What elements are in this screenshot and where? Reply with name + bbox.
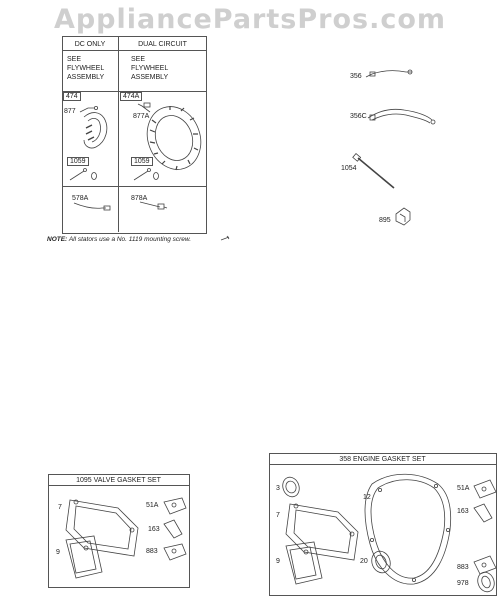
part-label-578a: 578A	[72, 195, 89, 202]
part-tag-474a: 474A	[120, 92, 142, 101]
stator-coil-877-drawing	[80, 106, 107, 148]
valve-gasket-163-drawing	[164, 520, 182, 538]
part-tag-1059-left: 1059	[67, 157, 89, 166]
part-label-356c: 356C	[350, 113, 367, 120]
valve-gasket-9-drawing	[66, 536, 102, 578]
col-dual-circuit-header: DUAL CIRCUIT	[138, 41, 187, 48]
note-label: NOTE:	[47, 236, 68, 243]
engine-part-label-978: 978	[457, 580, 469, 587]
valve-part-label-163: 163	[148, 526, 160, 533]
engine-part-label-883: 883	[457, 564, 469, 571]
engine-part-label-3: 3	[276, 485, 280, 492]
part-356c-drawing	[368, 109, 435, 124]
valve-gasket-51a-drawing	[164, 498, 186, 514]
valve-part-label-883: 883	[146, 548, 158, 555]
engine-gasket-set-title: 358 ENGINE GASKET SET	[339, 456, 426, 463]
engine-part-label-20: 20	[360, 558, 368, 565]
screws-1059-drawing	[70, 169, 159, 181]
part-895-drawing	[396, 208, 410, 225]
dual-circuit-see-flywheel: SEE FLYWHEEL ASSEMBLY	[131, 56, 169, 81]
part-label-895: 895	[379, 217, 391, 224]
part-1054-drawing	[353, 154, 394, 188]
valve-gasket-7-drawing	[66, 500, 138, 556]
wire-878a-drawing	[140, 202, 167, 209]
valve-part-label-9: 9	[56, 549, 60, 556]
part-tag-474: 474	[63, 92, 81, 101]
valve-part-label-51a: 51A	[146, 502, 159, 509]
part-label-877a: 877A	[133, 113, 150, 120]
wire-578a-drawing	[74, 203, 110, 210]
part-label-356: 356	[350, 73, 362, 80]
engine-gasket-7-drawing	[286, 504, 358, 560]
col-dc-only-header: DC ONLY	[74, 41, 106, 48]
part-tag-1059-right: 1059	[131, 157, 153, 166]
engine-gasket-51a-drawing	[474, 480, 496, 498]
engine-part-label-51a: 51A	[457, 485, 470, 492]
part-label-1054: 1054	[341, 165, 357, 172]
valve-part-label-7: 7	[58, 504, 62, 511]
engine-gasket-12-drawing	[365, 474, 451, 584]
part-label-878a: 878A	[131, 195, 148, 202]
engine-part-label-9: 9	[276, 558, 280, 565]
engine-part-label-7: 7	[276, 512, 280, 519]
stator-877a-drawing	[138, 99, 209, 177]
valve-gasket-883-drawing	[164, 544, 186, 560]
note-text: All stators use a No. 1119 mounting screw.	[68, 236, 192, 243]
valve-gasket-set-title: 1095 VALVE GASKET SET	[76, 477, 161, 484]
watermark: AppliancePartsPros.com	[53, 4, 447, 35]
engine-gasket-883-drawing	[474, 556, 496, 574]
engine-part-label-163: 163	[457, 508, 469, 515]
note-screw-drawing	[221, 236, 229, 240]
dc-only-see-flywheel: SEE FLYWHEEL ASSEMBLY	[67, 56, 105, 81]
engine-seal-3-drawing	[280, 475, 302, 499]
engine-gasket-163-drawing	[474, 504, 492, 522]
part-label-877: 877	[64, 108, 76, 115]
part-356-drawing	[366, 70, 412, 77]
engine-part-label-12: 12	[363, 494, 371, 501]
engine-seal-978-drawing	[475, 570, 497, 594]
